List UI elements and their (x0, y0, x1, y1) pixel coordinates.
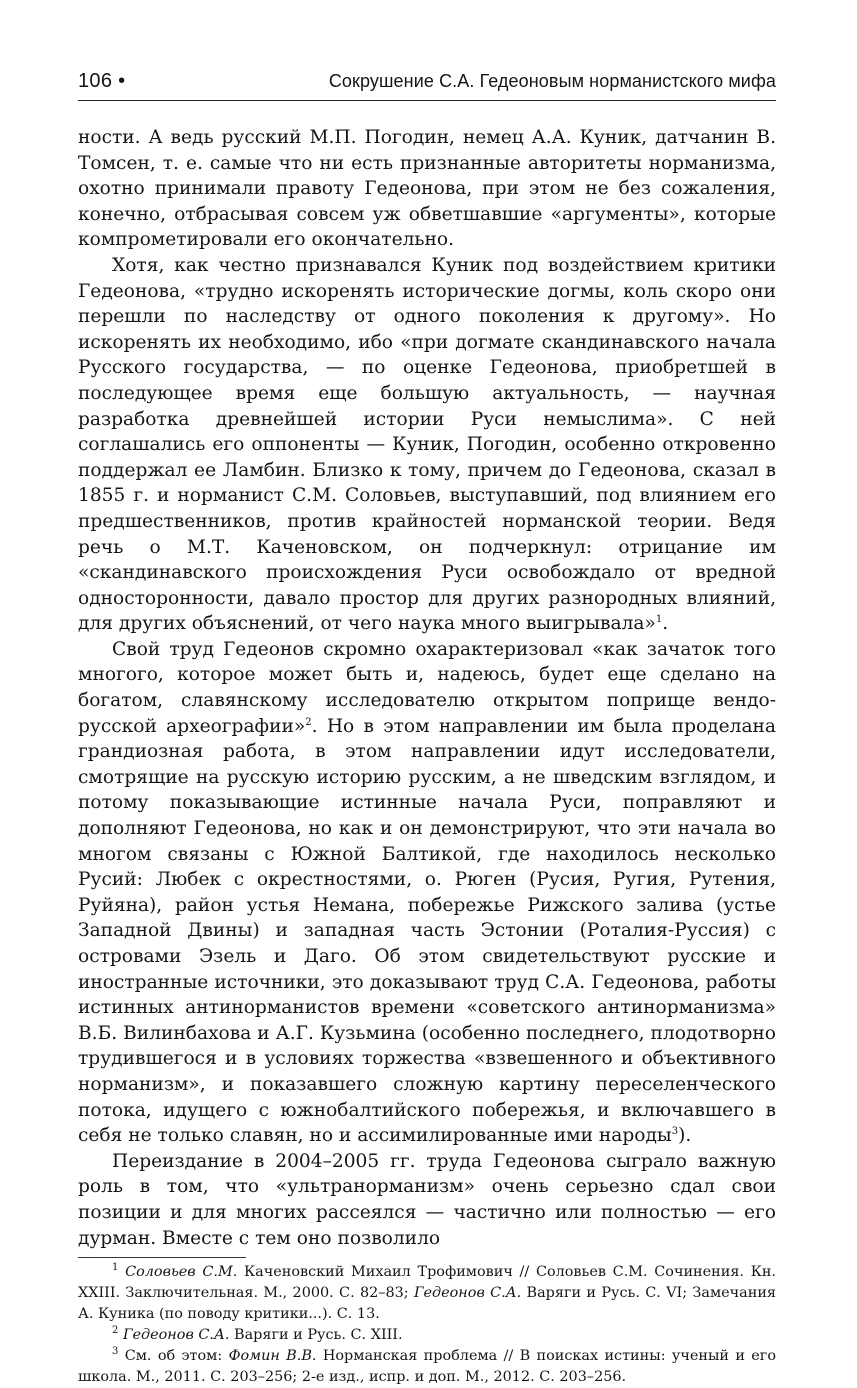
paragraph-1 (78, 125, 776, 253)
running-title: Сокрушение С.А. Гедеоновым норманистского мифа (328, 71, 776, 91)
paragraph-4 (78, 1149, 776, 1251)
footnote-3-author: Фомин В.В. (228, 1348, 317, 1365)
book-page (78, 70, 776, 1388)
footnote-2-text: Варяги и Русь. С. XIII. (229, 1327, 403, 1344)
footnote-1-text-1: Каченовский Михаил Трофимович // Соловьев С.М. Сочинения. Кн. XXIII. Заключительная. М., 2000. С. 82–83; (78, 1264, 776, 1302)
footnote-1-author-2: Гедеонов С.А. (413, 1285, 522, 1302)
footnotes (78, 1262, 776, 1388)
footnote-ref-3: 3 (671, 1125, 679, 1137)
footnote-1-number: 1 (112, 1262, 119, 1274)
paragraph-3 (78, 637, 776, 1149)
footnote-1 (78, 1262, 776, 1325)
paragraph-2-text: Хотя, как честно признавался Куник под воздействием критики Гедеонова, «трудно искоренять исторические догмы, коль скоро они перешли по наследству от одного поколения к другому». Но искоренять их необходимо, ибо «при догмате скандинавского начала Русского государства, — по оценке Гедеонова, приобретшей в последующее время еще большую актуальность, — научная разработка древнейшей истории Руси немыслима». С ней соглашались его оппоненты — Куник, Погодин, особенно откровенно поддержал ее Ламбин. Близко к тому, причем до Гедеонова, сказал в 1855 г. и норманист С.М. Соловьев, выступавший, под влиянием его предшественников, против крайностей норманской теории. Ведя речь о М.Т. Каченовском, он подчеркнул: отрицание им «скандинавского происхождения Руси освобождало от вредной односторонности, давало простор для других разнородных влияний, для других объяснений, от чего наука много выигрывала» (78, 254, 776, 635)
footnote-ref-2: 2 (305, 716, 312, 728)
footnote-3-number: 3 (112, 1346, 119, 1358)
paragraph-3-end: ). (678, 1125, 692, 1147)
footnote-divider (78, 1257, 246, 1258)
page-number: 106 • (78, 70, 126, 92)
footnote-3-text-1: См. об этом: (118, 1348, 229, 1365)
footnote-1-author-1: Соловьев С.М. (125, 1264, 238, 1281)
paragraph-4-text: Переиздание в 2004–2005 гг. труда Гедеонова сыграло важную роль в том, что «ультранорманизм» очень серьезно сдал свои позиции и для многих рассеялся — частично или полностью — его дурман. Вместе с тем оно позволило (78, 1150, 776, 1249)
paragraph-3-text-a: Свой труд Гедеонов скромно охарактеризовал «как зачаток того многого, которое может быть и, надеюсь, будет еще сделано на богатом, славянскому исследователю открытом поприще вендо-русской археографии» (78, 638, 776, 737)
footnote-3-text-2: Норманская проблема // В поисках истины: ученый и его школа. М., 2011. С. 203–256; 2-е изд., испр. и доп. М., 2012. С. 203–256. (78, 1348, 776, 1386)
paragraph-3-text-b: . Но в этом направлении им была проделана грандиозная работа, в этом направлении идут исследователи, смотрящие на русскую историю русским, а не шведским взглядом, и потому показывающие истинные начала Руси, поправляют и дополняют Гедеонова, но как и он демонстрируют, что эти начала во многом связаны с Южной Балтикой, где находилось несколько Русий: Любек с окрестностями, о. Рюген (Русия, Ругия, Рутения, Руйяна), район устья Немана, побережье Рижского залива (устье Западной Двины) и западная часть Эстонии (Роталия-Руссия) с островами Эзель и Даго. Об этом свидетельствуют русские и иностранные источники, это доказывают труд С.А. Гедеонова, работы истинных антинорманистов времени «советского антинорманизма» В.Б. Вилинбахова и А.Г. Кузьмина (особенно последнего, плодотворно трудившегося и в условиях торжества «взвешенного и объективного норманизм», и показавшего сложную картину переселенческого потока, идущего с южнобалтийского побережья, и включавшего в себя не только славян, но и ассимилированные ими народы (78, 715, 777, 1147)
paragraph-1-text: ности. А ведь русский М.П. Погодин, немец А.А. Куник, датчанин В. Томсен, т. е. самые что ни есть признанные авторитеты норманизма, охотно принимали правоту Гедеонова, при этом не без сожаления, конечно, отбрасывая совсем уж обветшавшие «аргументы», которые компрометировали его окончательно. (78, 127, 776, 251)
paragraph-2-end: . (662, 613, 669, 635)
footnote-2 (78, 1325, 776, 1346)
main-text (78, 125, 776, 1251)
footnote-3 (78, 1346, 776, 1388)
paragraph-2 (78, 253, 776, 637)
running-header (78, 70, 776, 101)
footnote-1-text-2: Варяги и Русь. С. VI; Замечания А. Куника (по поводу критики...). С. 13. (78, 1285, 777, 1323)
footnote-2-author: Гедеонов С.А. (122, 1327, 230, 1344)
footnote-2-number: 2 (112, 1325, 119, 1337)
footnote-ref-1: 1 (655, 614, 663, 626)
